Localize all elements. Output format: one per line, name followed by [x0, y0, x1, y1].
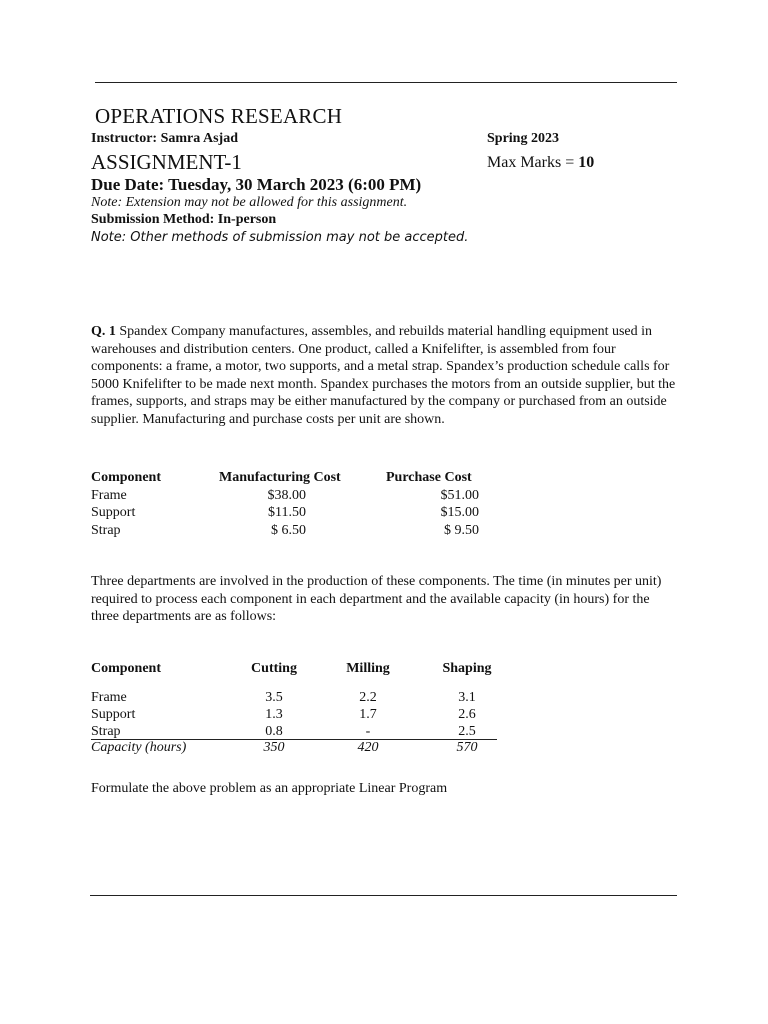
cost-header-manufacturing: Manufacturing Cost [219, 470, 341, 485]
course-title: OPERATIONS RESEARCH [95, 104, 343, 128]
time-header-cutting: Cutting [251, 661, 297, 676]
capacity-cell: 420 [357, 740, 379, 755]
time-cell: 3.5 [265, 690, 283, 705]
cost-header-purchase: Purchase Cost [386, 470, 472, 485]
question-text: Spandex Company manufactures, assembles, and rebuilds material handling equipment used in warehouses and distribution centers. One product, called a Knifelifter, is assembled from four components: a frame, a motor, two supports, and a metal strap. Spandex’s production schedule calls for 5000 Knifelifter to be made next month. Spandex purchases the motors from an outside supplier, but the frames, supports, and straps may be either manufactured by the company or purchased from an outside supplier. Manufacturing and purchase costs per unit are shown. [91, 324, 676, 427]
time-cell: 2.5 [458, 724, 476, 739]
instructor-name: Instructor: Samra Asjad [91, 131, 238, 146]
bottom-rule [90, 895, 677, 896]
time-cell: 3.1 [458, 690, 476, 705]
cost-cell: Strap [91, 522, 121, 538]
capacity-cell: 350 [263, 740, 285, 755]
table-spacer [91, 678, 501, 690]
cost-cell: $ 9.50 [444, 522, 479, 538]
due-date: Due Date: Tuesday, 30 March 2023 (6:00 PM) [91, 175, 422, 194]
time-table [91, 661, 501, 757]
cost-cell: Support [91, 505, 136, 520]
time-header-shaping: Shaping [442, 661, 492, 676]
table-row [91, 690, 501, 707]
time-cell: Strap [91, 724, 121, 739]
time-cell: 1.7 [359, 707, 377, 722]
cost-cell: $38.00 [267, 487, 306, 503]
time-cell: 1.3 [265, 707, 283, 722]
time-table-header [91, 661, 501, 678]
assignment-title: ASSIGNMENT-1 [91, 150, 242, 174]
time-cell: 0.8 [265, 724, 283, 739]
semester: Spring 2023 [487, 131, 559, 146]
max-marks-label: Max Marks = [487, 154, 579, 171]
question-1 [91, 323, 681, 428]
capacity-label: Capacity (hours) [91, 740, 187, 755]
time-cell: Support [91, 707, 136, 722]
max-marks [487, 154, 594, 172]
table-row [91, 724, 501, 738]
extension-note: Note: Extension may not be allowed for this assignment. [91, 195, 408, 210]
capacity-cell: 570 [456, 740, 478, 755]
departments-paragraph: Three departments are involved in the production of these components. The time (in minutes per unit) required to process each component in each department and the available capacity (in hours) for the three departments are as follows: [91, 574, 662, 624]
instruction-text: Formulate the above problem as an appropriate Linear Program [91, 781, 448, 796]
cost-header-component: Component [91, 470, 162, 485]
cost-cell: $15.00 [440, 505, 479, 520]
time-header-component: Component [91, 661, 162, 676]
time-header-milling: Milling [346, 661, 390, 676]
time-cell: 2.6 [458, 707, 476, 722]
max-marks-value: 10 [578, 154, 595, 171]
submission-note: Note: Other methods of submission may not be accepted. [91, 230, 469, 245]
time-cell: Frame [91, 690, 127, 705]
cost-cell: $11.50 [268, 505, 306, 520]
cost-cell: Frame [91, 487, 127, 503]
cost-cell: $ 6.50 [271, 522, 306, 538]
capacity-row [91, 739, 497, 757]
cost-cell: $51.00 [440, 487, 479, 503]
submission-method: Submission Method: In-person [91, 212, 277, 227]
top-rule [95, 82, 677, 83]
time-cell: 2.2 [359, 690, 377, 705]
question-number: Q. 1 [91, 324, 116, 339]
table-row [91, 707, 501, 724]
time-cell: - [365, 724, 371, 739]
